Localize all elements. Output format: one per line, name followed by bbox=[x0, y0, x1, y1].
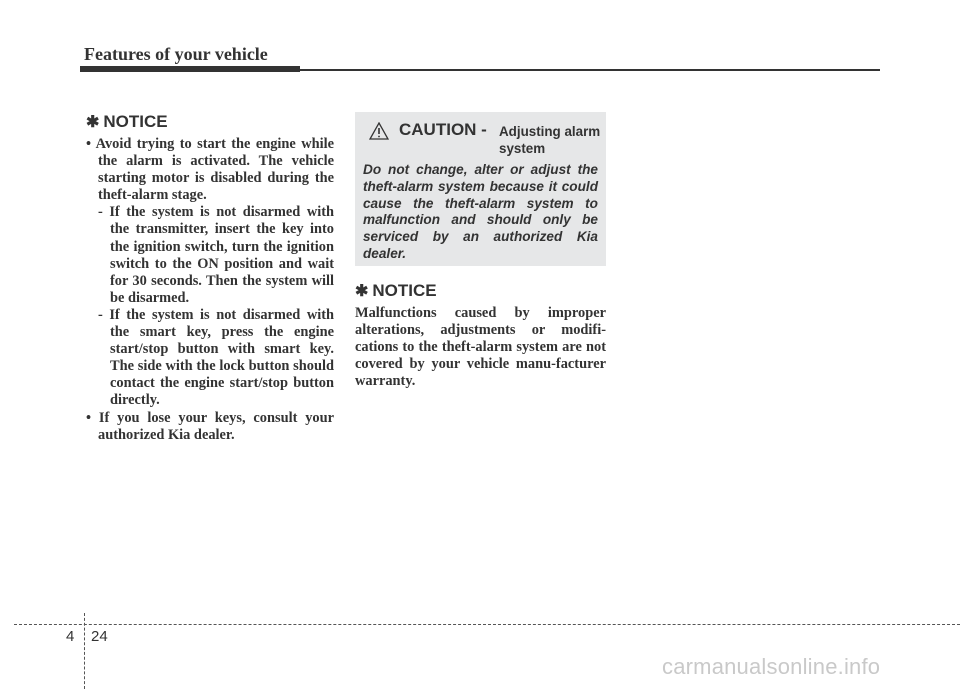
header-rule bbox=[80, 66, 880, 72]
header-rule-thin bbox=[300, 69, 880, 71]
notice-sub-item-1: - If the system is not disarmed with the transmitter, insert the key into the ignition switch, turn the ignition switch to the ON position and wait for 30 seconds. Then the system will be disarmed. bbox=[98, 204, 334, 306]
notice-2-heading bbox=[355, 281, 606, 301]
watermark: carmanualsonline.info bbox=[662, 654, 881, 679]
notice-heading-text: NOTICE bbox=[103, 112, 168, 131]
notice-sub-item-2: - If the system is not disarmed with the smart key, press the engine start/stop button with smart key. The side with the lock button should contact the engine start/stop button directly. bbox=[98, 306, 334, 409]
chapter-number: 4 bbox=[66, 628, 75, 645]
middle-column bbox=[355, 112, 606, 390]
caution-heading bbox=[363, 120, 601, 156]
notice-bullet-1-text: • Avoid trying to start the engine while the alarm is activated. The vehicle starting motor is disabled during the theft-alarm stage. bbox=[86, 136, 334, 204]
star-cross-icon: ✱ bbox=[86, 114, 100, 131]
caution-body: Do not change, alter or adjust the theft-alarm system because it could cause the theft-alarm system to malfunction and should only be serviced by an authorized Kia dealer. bbox=[363, 162, 598, 261]
notice-2 bbox=[355, 281, 606, 390]
caution-box bbox=[355, 112, 606, 266]
notice-bullet-2-text: • If you lose your keys, consult your authorized Kia dealer. bbox=[86, 409, 334, 443]
footer-vertical-rule bbox=[84, 613, 85, 689]
caution-subtitle: Adjusting alarm system bbox=[499, 124, 601, 156]
warning-exclamation-dot bbox=[378, 136, 380, 138]
running-header: Features of your vehicle bbox=[84, 44, 268, 64]
notice-2-heading-text: NOTICE bbox=[372, 281, 437, 300]
star-cross-icon: ✱ bbox=[355, 283, 369, 300]
left-column bbox=[86, 112, 334, 444]
page-number: 24 bbox=[91, 628, 108, 645]
warning-triangle-icon bbox=[369, 122, 389, 140]
header-rule-thick bbox=[80, 66, 300, 72]
caution-title: CAUTION - bbox=[399, 120, 487, 139]
notice-bullet-1 bbox=[86, 136, 334, 410]
footer-rule bbox=[14, 624, 960, 625]
notice-2-body: Malfunctions caused by improper alterations, adjustments or modifi-cations to the theft-alarm system are not covered by your vehicle manu-facturer warranty. bbox=[355, 305, 606, 390]
notice-bullet-2 bbox=[86, 410, 334, 444]
notice-heading bbox=[86, 112, 334, 132]
notice-sub-list bbox=[98, 204, 334, 409]
notice-bullet-list bbox=[86, 136, 334, 444]
